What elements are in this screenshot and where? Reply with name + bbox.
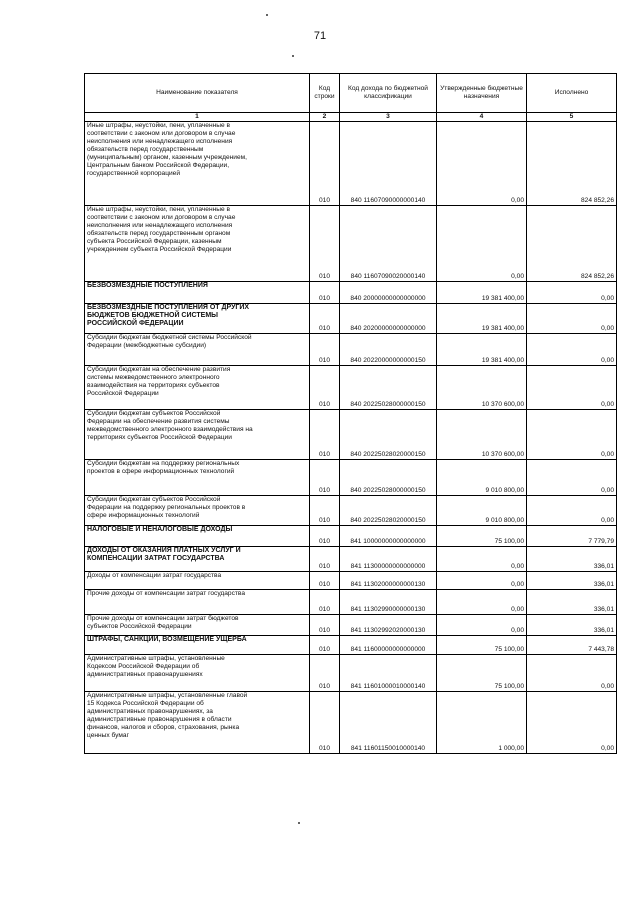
indicator-name-cell: Субсидии бюджетам на поддержку региональных проектов в сфере информационных технологий bbox=[85, 460, 310, 496]
scan-speck bbox=[266, 14, 268, 16]
indicator-name-cell: ДОХОДЫ ОТ ОКАЗАНИЯ ПЛАТНЫХ УСЛУГ И КОМПЕНСАЦИИ ЗАТРАТ ГОСУДАРСТВА bbox=[85, 547, 310, 572]
indicator-name-cell: Доходы от компенсации затрат государства bbox=[85, 572, 310, 590]
row-code-cell: 010 bbox=[310, 590, 340, 615]
executed-amount-cell: 0,00 bbox=[527, 460, 617, 496]
column-number: 3 bbox=[340, 113, 437, 122]
table-row bbox=[85, 692, 617, 754]
executed-amount-cell: 0,00 bbox=[527, 334, 617, 366]
executed-amount-cell: 336,01 bbox=[527, 572, 617, 590]
executed-amount-cell: 0,00 bbox=[527, 366, 617, 410]
row-code-cell: 010 bbox=[310, 282, 340, 304]
table-row bbox=[85, 590, 617, 615]
approved-amount-cell: 1 000,00 bbox=[437, 692, 527, 754]
executed-amount-cell: 7 443,78 bbox=[527, 636, 617, 655]
executed-amount-cell: 7 779,79 bbox=[527, 526, 617, 547]
executed-amount-cell: 0,00 bbox=[527, 304, 617, 334]
table-row bbox=[85, 615, 617, 636]
row-code-cell: 010 bbox=[310, 366, 340, 410]
approved-amount-cell: 0,00 bbox=[437, 572, 527, 590]
indicator-name-cell: Субсидии бюджетам на обеспечение развития системы межведомственного электронного взаимодействия на территориях субъектов Российской Федерации bbox=[85, 366, 310, 410]
approved-amount-cell: 0,00 bbox=[437, 615, 527, 636]
row-code-cell: 010 bbox=[310, 572, 340, 590]
approved-amount-cell: 19 381 400,00 bbox=[437, 334, 527, 366]
row-code-cell: 010 bbox=[310, 636, 340, 655]
revenue-code-cell: 841 11302990000000130 bbox=[340, 590, 437, 615]
executed-amount-cell: 336,01 bbox=[527, 590, 617, 615]
table-row bbox=[85, 304, 617, 334]
table-row bbox=[85, 410, 617, 460]
indicator-name-cell: БЕЗВОЗМЕЗДНЫЕ ПОСТУПЛЕНИЯ ОТ ДРУГИХ БЮДЖЕТОВ БЮДЖЕТНОЙ СИСТЕМЫ РОССИЙСКОЙ ФЕДЕРАЦИИ bbox=[85, 304, 310, 334]
executed-amount-cell: 0,00 bbox=[527, 692, 617, 754]
column-number: 1 bbox=[85, 113, 310, 122]
table-row bbox=[85, 366, 617, 410]
table-row bbox=[85, 282, 617, 304]
row-code-cell: 010 bbox=[310, 526, 340, 547]
indicator-name-cell: БЕЗВОЗМЕЗДНЫЕ ПОСТУПЛЕНИЯ bbox=[85, 282, 310, 304]
table-row bbox=[85, 206, 617, 282]
column-number: 4 bbox=[437, 113, 527, 122]
header-executed: Исполнено bbox=[527, 74, 617, 113]
revenue-code-cell: 841 11601000010000140 bbox=[340, 655, 437, 692]
row-code-cell: 010 bbox=[310, 615, 340, 636]
table-header-row bbox=[85, 74, 617, 113]
indicator-name-cell: Прочие доходы от компенсации затрат государства bbox=[85, 590, 310, 615]
executed-amount-cell: 336,01 bbox=[527, 547, 617, 572]
table-row bbox=[85, 460, 617, 496]
executed-amount-cell: 336,01 bbox=[527, 615, 617, 636]
header-approved: Утвержденные бюджетные назначения bbox=[437, 74, 527, 113]
revenue-code-cell: 840 20225028000000150 bbox=[340, 366, 437, 410]
approved-amount-cell: 75 100,00 bbox=[437, 655, 527, 692]
approved-amount-cell: 19 381 400,00 bbox=[437, 304, 527, 334]
row-code-cell: 010 bbox=[310, 460, 340, 496]
revenue-code-cell: 840 20225028020000150 bbox=[340, 410, 437, 460]
header-name: Наименование показателя bbox=[85, 74, 310, 113]
revenue-code-cell: 840 20225028000000150 bbox=[340, 460, 437, 496]
executed-amount-cell: 824 852,26 bbox=[527, 122, 617, 206]
indicator-name-cell: НАЛОГОВЫЕ И НЕНАЛОГОВЫЕ ДОХОДЫ bbox=[85, 526, 310, 547]
row-code-cell: 010 bbox=[310, 410, 340, 460]
revenue-code-cell: 840 11607090000000140 bbox=[340, 122, 437, 206]
row-code-cell: 010 bbox=[310, 122, 340, 206]
indicator-name-cell: ШТРАФЫ, САНКЦИИ, ВОЗМЕЩЕНИЕ УЩЕРБА bbox=[85, 636, 310, 655]
executed-amount-cell: 824 852,26 bbox=[527, 206, 617, 282]
executed-amount-cell: 0,00 bbox=[527, 282, 617, 304]
revenue-code-cell: 841 11600000000000000 bbox=[340, 636, 437, 655]
revenue-code-cell: 841 11302992020000130 bbox=[340, 615, 437, 636]
approved-amount-cell: 9 010 800,00 bbox=[437, 460, 527, 496]
revenue-code-cell: 841 11302000000000130 bbox=[340, 572, 437, 590]
table-row bbox=[85, 334, 617, 366]
header-code: Код строки bbox=[310, 74, 340, 113]
approved-amount-cell: 0,00 bbox=[437, 206, 527, 282]
approved-amount-cell: 0,00 bbox=[437, 547, 527, 572]
revenue-code-cell: 840 20225028020000150 bbox=[340, 496, 437, 526]
row-code-cell: 010 bbox=[310, 655, 340, 692]
table-row bbox=[85, 572, 617, 590]
approved-amount-cell: 0,00 bbox=[437, 122, 527, 206]
approved-amount-cell: 10 370 600,00 bbox=[437, 410, 527, 460]
revenue-code-cell: 841 10000000000000000 bbox=[340, 526, 437, 547]
executed-amount-cell: 0,00 bbox=[527, 496, 617, 526]
executed-amount-cell: 0,00 bbox=[527, 655, 617, 692]
table-row bbox=[85, 655, 617, 692]
indicator-name-cell: Субсидии бюджетам субъектов Российской Федерации на поддержку региональных проектов в сфере информационных технологий bbox=[85, 496, 310, 526]
table-body bbox=[85, 122, 617, 754]
column-number: 2 bbox=[310, 113, 340, 122]
scan-speck bbox=[298, 822, 300, 824]
executed-amount-cell: 0,00 bbox=[527, 410, 617, 460]
approved-amount-cell: 75 100,00 bbox=[437, 636, 527, 655]
indicator-name-cell: Прочие доходы от компенсации затрат бюджетов субъектов Российской Федерации bbox=[85, 615, 310, 636]
row-code-cell: 010 bbox=[310, 496, 340, 526]
indicator-name-cell: Административные штрафы, установленные Кодексом Российской Федерации об административных правонарушениях bbox=[85, 655, 310, 692]
row-code-cell: 010 bbox=[310, 692, 340, 754]
row-code-cell: 010 bbox=[310, 304, 340, 334]
indicator-name-cell: Субсидии бюджетам бюджетной системы Российской Федерации (межбюджетные субсидии) bbox=[85, 334, 310, 366]
row-code-cell: 010 bbox=[310, 206, 340, 282]
table-row bbox=[85, 636, 617, 655]
column-number: 5 bbox=[527, 113, 617, 122]
revenue-code-cell: 840 20000000000000000 bbox=[340, 282, 437, 304]
budget-execution-table bbox=[84, 73, 617, 754]
indicator-name-cell: Субсидии бюджетам субъектов Российской Федерации на обеспечение развития системы межведомственного электронного взаимодействия на территориях субъектов Российской Федерации bbox=[85, 410, 310, 460]
header-kbk: Код дохода по бюджетной классификации bbox=[340, 74, 437, 113]
row-code-cell: 010 bbox=[310, 334, 340, 366]
table-row bbox=[85, 526, 617, 547]
table-row bbox=[85, 547, 617, 572]
revenue-code-cell: 840 20200000000000000 bbox=[340, 304, 437, 334]
revenue-code-cell: 841 11300000000000000 bbox=[340, 547, 437, 572]
indicator-name-cell: Иные штрафы, неустойки, пени, уплаченные в соответствии с законом или договором в случае неисполнения или ненадлежащего исполнения обязательств перед государственным (муниципальным) органом, казенным учреждением, Центральным банком Российской Федерации, государственной корпорацией bbox=[85, 122, 310, 206]
row-code-cell: 010 bbox=[310, 547, 340, 572]
column-number-row bbox=[85, 113, 617, 122]
approved-amount-cell: 10 370 600,00 bbox=[437, 366, 527, 410]
table-row bbox=[85, 122, 617, 206]
approved-amount-cell: 0,00 bbox=[437, 590, 527, 615]
scan-speck bbox=[292, 55, 294, 57]
revenue-code-cell: 841 11601150010000140 bbox=[340, 692, 437, 754]
indicator-name-cell: Административные штрафы, установленные главой 15 Кодекса Российской Федерации об административных правонарушениях, за административные правонарушения в области финансов, налогов и сборов, страхования, рынка ценных бумаг bbox=[85, 692, 310, 754]
approved-amount-cell: 19 381 400,00 bbox=[437, 282, 527, 304]
approved-amount-cell: 9 010 800,00 bbox=[437, 496, 527, 526]
indicator-name-cell: Иные штрафы, неустойки, пени, уплаченные в соответствии с законом или договором в случае неисполнения или ненадлежащего исполнения обязательств перед государственным органом субъекта Российской Федерации, казенным учреждением субъекта Российской Федерации bbox=[85, 206, 310, 282]
revenue-code-cell: 840 20220000000000150 bbox=[340, 334, 437, 366]
revenue-code-cell: 840 11607090020000140 bbox=[340, 206, 437, 282]
table-row bbox=[85, 496, 617, 526]
page-number: 71 bbox=[313, 30, 327, 42]
approved-amount-cell: 75 100,00 bbox=[437, 526, 527, 547]
